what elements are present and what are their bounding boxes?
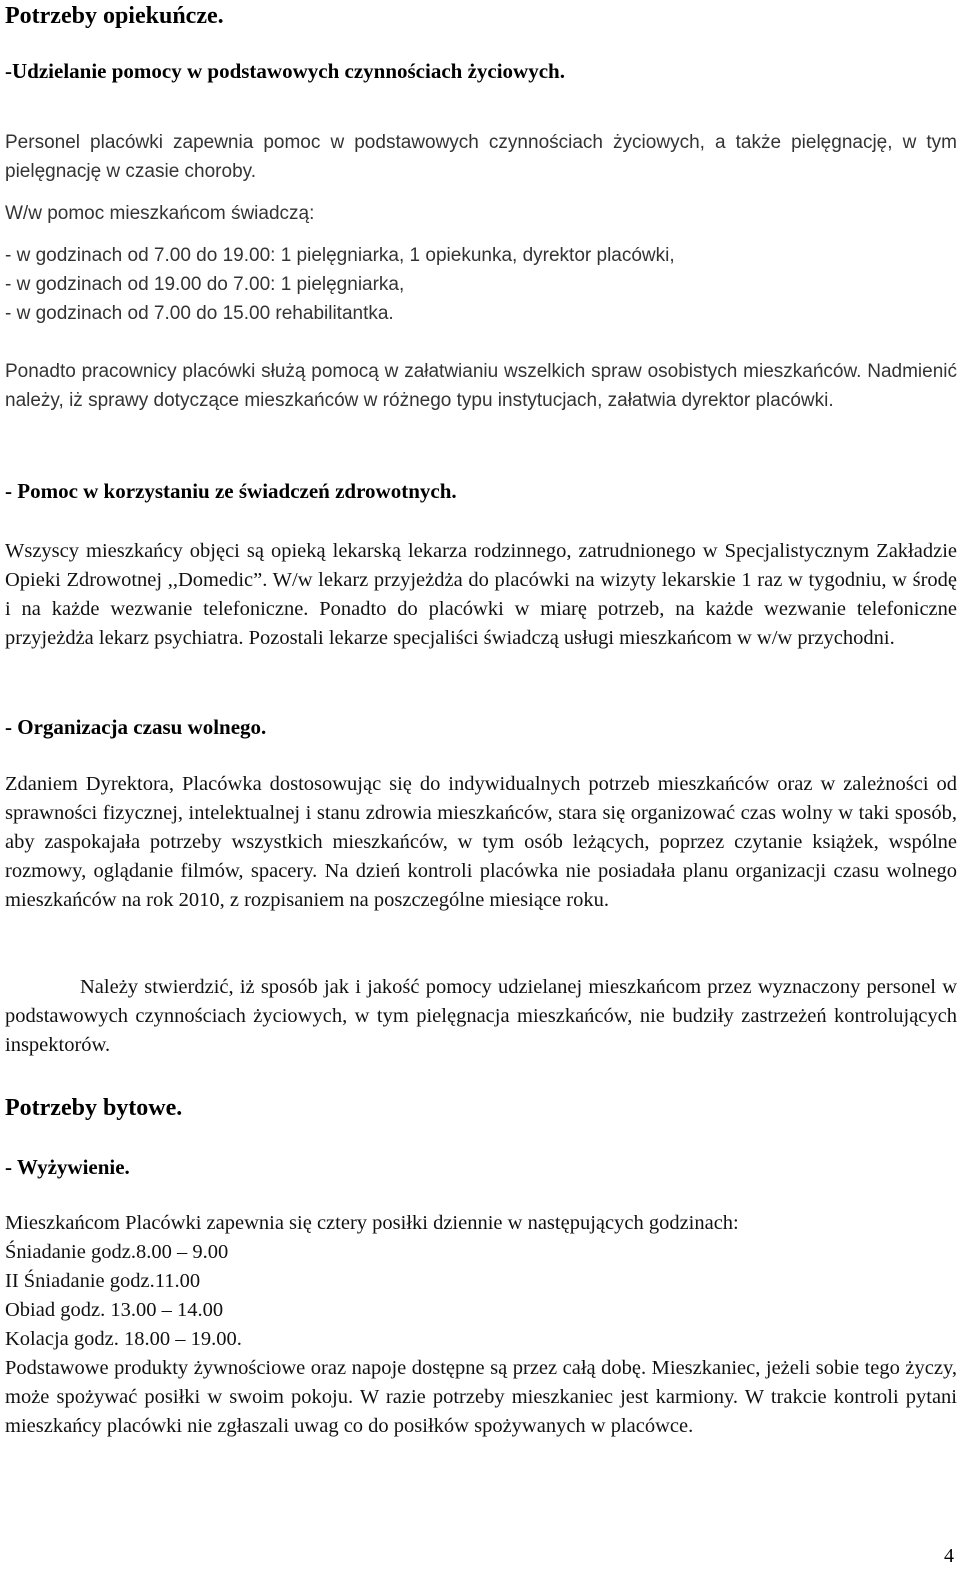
section-title-living-needs: Potrzeby bytowe. xyxy=(5,1095,183,1121)
paragraph-medical-care: Wszyscy mieszkańcy objęci są opieką lekarską lekarza rodzinnego, zatrudnionego w Specjalistycznym Zakładzie Opieki Zdrowotnej ,,Domedic”. W/w lekarz przyjeżdża do placówki na wizyty lekarskie 1 raz w tygodniu, w środę i na każde wezwanie telefoniczne. Ponadto do placówki w miarę potrzeb, na każde wezwanie telefoniczne przyjeżdża lekarz psychiatra. Pozostali lekarze specjaliści świadczą usługi mieszkańcom w w/w przychodni. xyxy=(5,540,957,649)
paragraph-help-providers: W/w pomoc mieszkańcom świadczą: xyxy=(5,203,315,224)
paragraph-free-time-organization: Zdaniem Dyrektora, Placówka dostosowując się do indywidualnych potrzeb mieszkańców oraz w zależności od sprawności fizycznej, intelektualnej i stanu zdrowia mieszkańców, stara się organizować czas wolny w taki sposób, aby zaspokajała potrzeby wszystkich mieszkańców, w tym osób leżących, poprzez czytanie książek, wspólne rozmowy, oglądanie filmów, spacery. Na dzień kontroli placówka nie posiadała planu organizacji czasu wolnego mieszkańców na rok 2010, z rozpisaniem na poszczególne miesiące roku. xyxy=(5,773,957,911)
heading-basic-activities: -Udzielanie pomocy w podstawowych czynnościach życiowych. xyxy=(5,59,565,83)
staff-schedule-item: - w godzinach od 7.00 do 19.00: 1 pielęgniarka, 1 opiekunka, dyrektor placówki, xyxy=(5,245,675,266)
staff-schedule-item: - w godzinach od 7.00 do 15.00 rehabilitantka. xyxy=(5,303,394,324)
staff-schedule-item: - w godzinach od 19.00 do 7.00: 1 pielęgniarka, xyxy=(5,274,405,295)
paragraph-conclusion: Należy stwierdzić, iż sposób jak i jakość pomocy udzielanej mieszkańcom przez wyznaczony personel w podstawowych czynnościach życiowych, w tym pielęgnacja mieszkańców, nie budziły zastrzeżeń kontrolujących inspektorów. xyxy=(5,976,957,1056)
meal-schedule-list xyxy=(5,1238,957,1354)
paragraph-personnel-help: Personel placówki zapewnia pomoc w podstawowych czynnościach życiowych, a także pielęgnację, w tym pielęgnację w czasie choroby. xyxy=(5,132,957,182)
meal-schedule-item: II Śniadanie godz.11.00 xyxy=(5,1270,201,1292)
heading-nutrition: - Wyżywienie. xyxy=(5,1155,130,1179)
staff-schedule-list xyxy=(5,241,957,328)
meal-schedule-item: Śniadanie godz.8.00 – 9.00 xyxy=(5,1241,229,1263)
meal-schedule-item: Obiad godz. 13.00 – 14.00 xyxy=(5,1299,224,1321)
section-title-care-needs: Potrzeby opiekuńcze. xyxy=(5,3,224,29)
paragraph-meals-intro: Mieszkańcom Placówki zapewnia się cztery posiłki dziennie w następujących godzinach: xyxy=(5,1212,739,1234)
paragraph-food-availability: Podstawowe produkty żywnościowe oraz napoje dostępne są przez całą dobę. Mieszkaniec, jeżeli sobie tego życzy, może spożywać posiłki w swoim pokoju. W razie potrzeby mieszkaniec jest karmiony. W trakcie kontroli pytani mieszkańcy placówki nie zgłaszali uwag co do posiłków spożywanych w placówce. xyxy=(5,1357,957,1437)
paragraph-personal-affairs: Ponadto pracownicy placówki służą pomocą w załatwianiu wszelkich spraw osobistych mieszkańców. Nadmienić należy, iż sprawy dotyczące mieszkańców w różnego typu instytucjach, załatwia dyrektor placówki. xyxy=(5,361,957,411)
heading-free-time: - Organizacja czasu wolnego. xyxy=(5,715,267,739)
meal-schedule-item: Kolacja godz. 18.00 – 19.00. xyxy=(5,1328,242,1350)
page-number: 4 xyxy=(944,1545,954,1567)
heading-health-services: - Pomoc w korzystaniu ze świadczeń zdrowotnych. xyxy=(5,479,457,503)
